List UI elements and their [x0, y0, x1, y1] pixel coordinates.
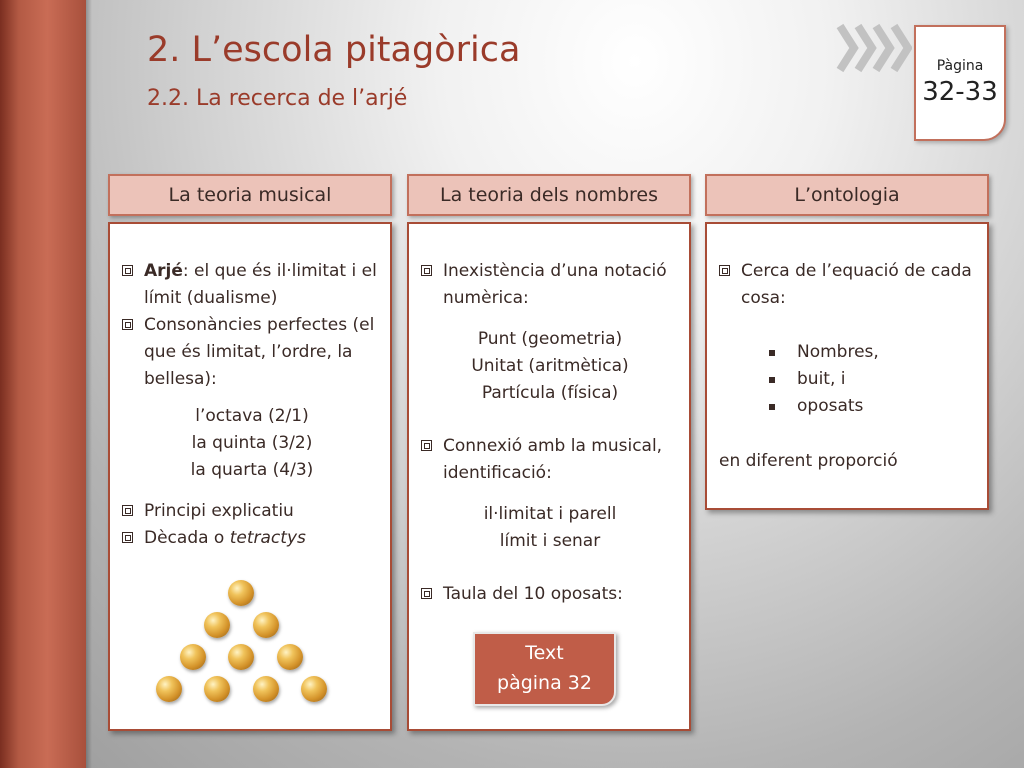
bullet-principi — [122, 498, 382, 525]
square-bullet-icon — [769, 404, 775, 410]
ontology-item-text: buit, i — [797, 369, 846, 389]
list-item — [769, 339, 977, 366]
header-ontologia: L’ontologia — [705, 174, 989, 216]
arje-definition: : el que és il·limitat i el límit (dualisme) — [144, 261, 377, 308]
page-reference-badge — [914, 25, 1006, 141]
bullet-notacio — [421, 258, 679, 312]
identification-list — [421, 501, 679, 555]
tetractys-dot — [253, 612, 279, 638]
checkbox-bullet-icon — [421, 588, 432, 599]
page-label: Pàgina — [936, 58, 984, 74]
tetractys-dot — [277, 644, 303, 670]
notation-item: Unitat (aritmètica) — [471, 356, 629, 376]
checkbox-bullet-icon — [719, 265, 730, 276]
tetractys-dot — [204, 612, 230, 638]
tetractys-dot — [228, 644, 254, 670]
bullet-arje — [122, 258, 382, 312]
tetractys-dot — [228, 580, 254, 606]
column-ontologia — [705, 222, 989, 510]
slide-subtitle: 2.2. La recerca de l’arjé — [147, 86, 408, 111]
header-teoria-nombres: La teoria dels nombres — [407, 174, 691, 216]
ratio-list — [122, 403, 382, 484]
checkbox-bullet-icon — [122, 265, 133, 276]
tetractys-dot — [156, 676, 182, 702]
ontology-item-text: Nombres, — [797, 342, 879, 362]
tetractys-dot — [180, 644, 206, 670]
text-button-line1: Text — [525, 642, 564, 664]
page-number: 32-33 — [922, 77, 998, 107]
bullet-equacio — [719, 258, 977, 312]
square-bullet-icon — [769, 350, 775, 356]
text-page-32-button[interactable] — [473, 632, 616, 706]
term-arje: Arjé — [144, 261, 183, 281]
bullet-taula — [421, 581, 679, 608]
left-decorative-band — [0, 0, 86, 768]
chevrons-icon — [836, 20, 912, 76]
ontology-list — [719, 339, 977, 420]
consonancies-text: Consonàncies perfectes (el que és limitat, l’ordre, la bellesa): — [144, 315, 375, 389]
checkbox-bullet-icon — [122, 505, 133, 516]
checkbox-bullet-icon — [122, 319, 133, 330]
notation-list — [421, 326, 679, 407]
square-bullet-icon — [769, 377, 775, 383]
notation-item: Punt (geometria) — [477, 329, 623, 349]
principi-text: Principi explicatiu — [144, 501, 294, 521]
left-band-shadow — [86, 0, 92, 768]
notacio-text: Inexistència d’una notació numèrica: — [443, 261, 667, 308]
decada-text: Dècada o — [144, 528, 230, 548]
tetractys-term: tetractys — [229, 528, 306, 548]
identification-item: il·limitat i parell — [483, 504, 617, 524]
equacio-text: Cerca de l’equació de cada cosa: — [741, 261, 972, 308]
tetractys-dot — [301, 676, 327, 702]
bullet-decada — [122, 525, 382, 552]
ratio-item: l’octava (2/1) — [195, 406, 309, 426]
ratio-item: la quarta (4/3) — [190, 460, 314, 480]
identification-item: límit i senar — [499, 531, 601, 551]
checkbox-bullet-icon — [421, 440, 432, 451]
list-item — [769, 393, 977, 420]
list-item — [769, 366, 977, 393]
checkbox-bullet-icon — [421, 265, 432, 276]
ontology-item-text: oposats — [797, 396, 864, 416]
taula-text: Taula del 10 oposats: — [443, 584, 623, 604]
header-teoria-musical: La teoria musical — [108, 174, 392, 216]
tetractys-dot — [253, 676, 279, 702]
text-button-line2: pàgina 32 — [497, 672, 592, 694]
ratio-item: la quinta (3/2) — [191, 433, 313, 453]
notation-item: Partícula (física) — [481, 383, 619, 403]
bullet-connexio — [421, 433, 679, 487]
checkbox-bullet-icon — [122, 532, 133, 543]
slide-title: 2. L’escola pitagòrica — [147, 30, 521, 70]
ontology-footer: en diferent proporció — [719, 451, 898, 471]
tetractys-dot — [204, 676, 230, 702]
bullet-consonancies — [122, 312, 382, 393]
connexio-text: Connexió amb la musical, identificació: — [443, 436, 663, 483]
